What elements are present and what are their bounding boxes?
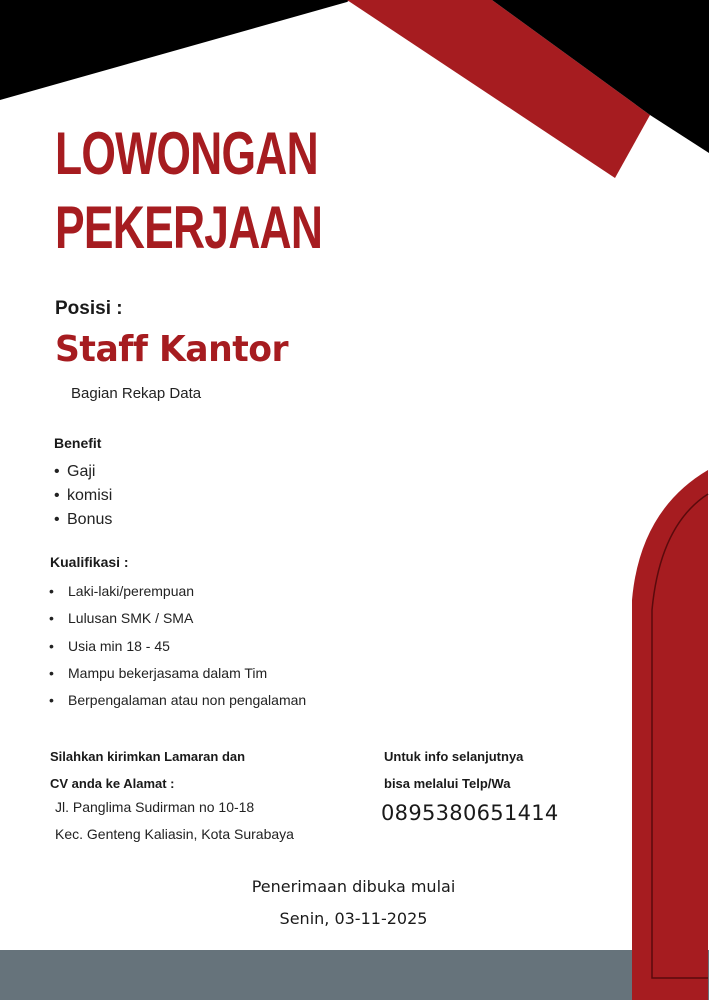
- list-item: [49, 578, 306, 605]
- address-line-2: Kec. Genteng Kaliasin, Kota Surabaya: [55, 826, 294, 842]
- title-line-1: LOWONGAN: [55, 120, 318, 187]
- qualification-item: Berpengalaman atau non pengalaman: [68, 692, 307, 709]
- contact-info-line-1: Untuk info selanjutnya: [384, 749, 524, 764]
- benefit-list: [54, 460, 112, 532]
- title-line-2: PEKERJAAN: [55, 194, 323, 261]
- benefit-item: Gaji: [67, 463, 96, 480]
- bullet-icon: •: [49, 637, 54, 654]
- list-item: [54, 508, 112, 532]
- footer-gray-band: [0, 950, 709, 1000]
- bullet-icon: •: [54, 487, 60, 504]
- bullet-icon: •: [54, 511, 60, 528]
- list-item: [49, 633, 306, 660]
- bullet-icon: •: [54, 463, 60, 480]
- list-item: [49, 605, 306, 632]
- bullet-icon: •: [49, 610, 54, 627]
- qualification-item: Lulusan SMK / SMA: [68, 610, 194, 627]
- qualification-item: Mampu bekerjasama dalam Tim: [68, 664, 268, 681]
- opening-line-1: Penerimaan dibuka mulai: [251, 877, 456, 896]
- list-item: [49, 687, 306, 714]
- division-text: Bagian Rekap Data: [71, 385, 202, 402]
- benefit-heading: Benefit: [54, 435, 102, 451]
- bullet-icon: •: [49, 664, 54, 681]
- black-top-left-shape: [0, 0, 350, 100]
- application-instruction-line-2: CV anda ke Alamat :: [50, 776, 175, 791]
- qualification-item: Usia min 18 - 45: [68, 637, 170, 654]
- list-item: [49, 660, 306, 687]
- position-title: Staff Kantor: [55, 329, 289, 370]
- address-line-1: Jl. Panglima Sudirman no 10-18: [55, 799, 255, 815]
- opening-date: Senin, 03-11-2025: [279, 909, 428, 928]
- list-item: [54, 460, 112, 484]
- contact-info-line-2: bisa melalui Telp/Wa: [384, 776, 511, 791]
- list-item: [54, 484, 112, 508]
- application-instruction-line-1: Silahkan kirimkan Lamaran dan: [50, 749, 246, 764]
- phone-number: 0895380651414: [381, 801, 559, 825]
- qualification-item: Laki-laki/perempuan: [68, 583, 195, 599]
- qualifications-list: [49, 578, 306, 714]
- qualifications-heading: Kualifikasi :: [50, 554, 129, 570]
- benefit-item: komisi: [67, 487, 113, 504]
- bullet-icon: •: [49, 692, 54, 709]
- bullet-icon: •: [49, 583, 54, 599]
- position-label: Posisi :: [55, 298, 123, 319]
- benefit-item: Bonus: [67, 511, 113, 528]
